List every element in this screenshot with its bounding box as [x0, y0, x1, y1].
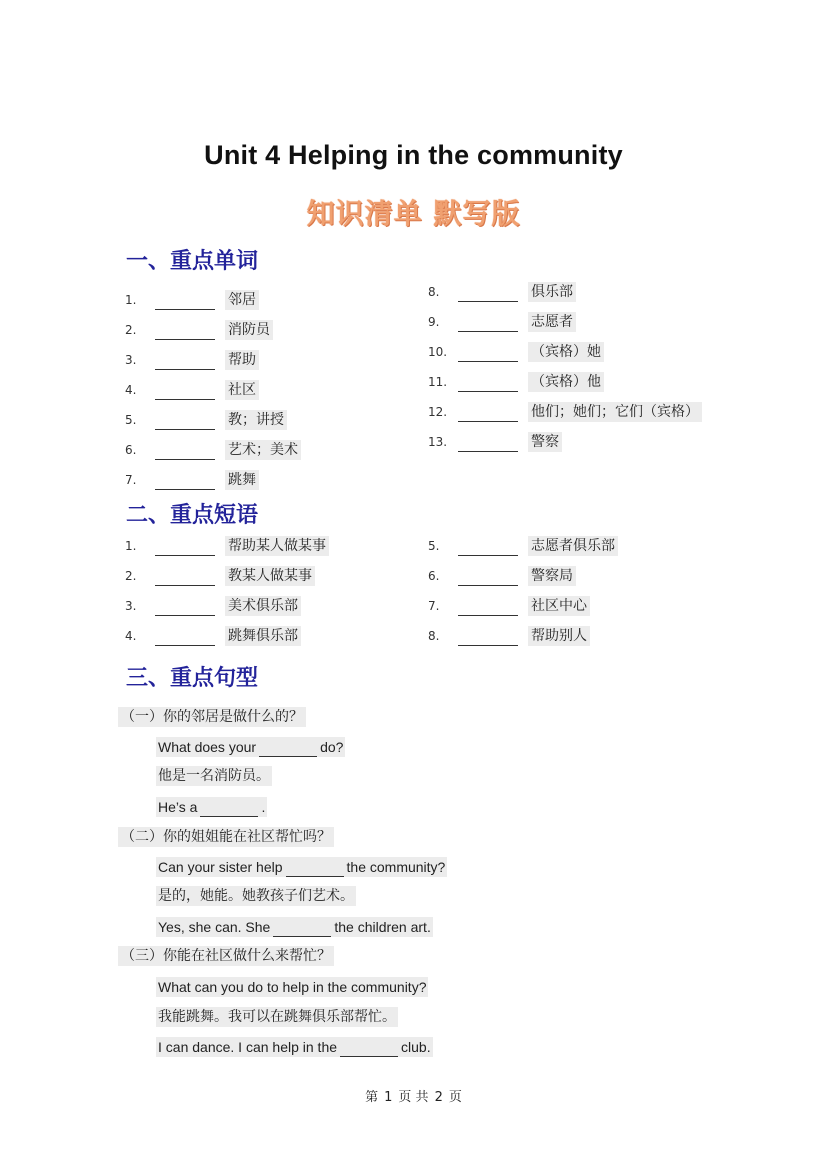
word-item — [428, 372, 604, 392]
answer-blank[interactable] — [458, 406, 518, 422]
item-number: 7. — [428, 599, 440, 613]
item-meaning: 俱乐部 — [528, 282, 576, 302]
item-meaning: 警察 — [528, 432, 562, 452]
answer-blank[interactable] — [200, 802, 258, 817]
item-number: 11. — [428, 375, 448, 389]
item-number: 6. — [428, 569, 440, 583]
sentence-text: I can dance. I can help in the — [158, 1039, 338, 1055]
document-title: Unit 4 Helping in the community — [204, 140, 623, 170]
item-number: 1. — [125, 293, 137, 307]
item-number: 1. — [125, 539, 137, 553]
item-number: 12. — [428, 405, 448, 419]
word-item — [125, 410, 287, 430]
item-meaning: （宾格）她 — [528, 342, 604, 362]
sentence-line: 是的，她能。她教孩子们艺术。 — [158, 888, 354, 904]
answer-blank[interactable] — [155, 444, 215, 460]
item-meaning: 美术俱乐部 — [225, 596, 301, 616]
sentence-line: What can you do to help in the community? — [158, 979, 427, 995]
item-number: 9. — [428, 315, 440, 329]
item-number: 4. — [125, 629, 137, 643]
answer-blank[interactable] — [458, 600, 518, 616]
item-number: 4. — [125, 383, 137, 397]
item-number: 10. — [428, 345, 448, 359]
phrase-item — [428, 596, 590, 616]
answer-blank[interactable] — [458, 570, 518, 586]
item-number: 3. — [125, 599, 137, 613]
answer-blank[interactable] — [458, 286, 518, 302]
item-number: 5. — [125, 413, 137, 427]
footer-suffix: 页 — [448, 1090, 462, 1105]
sentence-question-1: （一）你的邻居是做什么的？ — [118, 707, 306, 727]
answer-blank[interactable] — [155, 474, 215, 490]
item-number: 2. — [125, 569, 137, 583]
answer-blank[interactable] — [155, 630, 215, 646]
sentence-text: the community? — [346, 859, 446, 875]
answer-blank[interactable] — [458, 630, 518, 646]
current-page-number: 1 — [384, 1090, 393, 1105]
sentence-question-3: （三）你能在社区做什么来帮忙？ — [118, 946, 334, 966]
item-number: 8. — [428, 629, 440, 643]
answer-blank[interactable] — [155, 540, 215, 556]
item-meaning: 志愿者俱乐部 — [528, 536, 618, 556]
item-meaning: 帮助别人 — [528, 626, 590, 646]
total-page-number: 2 — [434, 1090, 443, 1105]
item-meaning: 社区 — [225, 380, 259, 400]
answer-blank[interactable] — [155, 600, 215, 616]
footer-prefix: 第 — [365, 1090, 379, 1105]
answer-blank[interactable] — [340, 1042, 398, 1057]
item-number: 2. — [125, 323, 137, 337]
word-item — [125, 440, 301, 460]
section-heading-words: 一、重点单词 — [126, 248, 259, 274]
sentence-question-2: （二）你的姐姐能在社区帮忙吗？ — [118, 827, 334, 847]
word-item — [428, 282, 576, 302]
sentence-line — [156, 857, 447, 877]
answer-blank[interactable] — [273, 922, 331, 937]
item-meaning: 帮助某人做某事 — [225, 536, 329, 556]
answer-blank[interactable] — [155, 570, 215, 586]
phrase-item — [125, 596, 301, 616]
item-number: 5. — [428, 539, 440, 553]
phrase-item — [125, 536, 329, 556]
footer-mid: 页 共 — [398, 1090, 429, 1105]
sentence-line — [156, 1037, 433, 1057]
item-meaning: 社区中心 — [528, 596, 590, 616]
answer-blank[interactable] — [155, 354, 215, 370]
answer-blank[interactable] — [155, 294, 215, 310]
sentence-text: do? — [320, 739, 344, 755]
answer-blank[interactable] — [458, 436, 518, 452]
word-item — [428, 342, 604, 362]
sentence-text: club. — [401, 1039, 431, 1055]
sentence-text: Can your sister help — [158, 859, 283, 875]
sentence-line — [156, 797, 267, 817]
answer-blank[interactable] — [259, 742, 317, 757]
document-subtitle: 知识清单 默写版 — [306, 197, 521, 230]
word-item — [428, 312, 576, 332]
word-item — [428, 432, 562, 452]
item-meaning: 教某人做某事 — [225, 566, 315, 586]
sentence-text: the children art. — [334, 919, 431, 935]
word-item — [125, 470, 259, 490]
sentence-text: He’s a — [158, 799, 198, 815]
phrase-item — [125, 626, 301, 646]
item-number: 13. — [428, 435, 448, 449]
answer-blank[interactable] — [155, 414, 215, 430]
sentence-line — [156, 737, 345, 757]
word-item — [125, 290, 259, 310]
item-meaning: 邻居 — [225, 290, 259, 310]
phrase-item — [428, 626, 590, 646]
sentence-text: . — [261, 799, 266, 815]
section-heading-sentences: 三、重点句型 — [126, 665, 259, 691]
phrase-item — [428, 536, 618, 556]
sentence-text: Yes, she can. She — [158, 919, 271, 935]
item-meaning: 消防员 — [225, 320, 273, 340]
item-meaning: 跳舞俱乐部 — [225, 626, 301, 646]
item-meaning: 教；讲授 — [225, 410, 287, 430]
item-number: 3. — [125, 353, 137, 367]
answer-blank[interactable] — [458, 540, 518, 556]
answer-blank[interactable] — [458, 376, 518, 392]
section-heading-phrases: 二、重点短语 — [126, 502, 259, 528]
word-item — [125, 320, 273, 340]
word-item — [428, 402, 702, 422]
phrase-item — [125, 566, 315, 586]
item-meaning: 艺术；美术 — [225, 440, 301, 460]
item-meaning: 警察局 — [528, 566, 576, 586]
item-number: 8. — [428, 285, 440, 299]
page-footer — [0, 1086, 827, 1105]
item-number: 7. — [125, 473, 137, 487]
answer-blank[interactable] — [286, 862, 344, 877]
item-meaning: （宾格）他 — [528, 372, 604, 392]
sentence-line — [156, 917, 433, 937]
answer-blank[interactable] — [155, 384, 215, 400]
word-item — [125, 380, 259, 400]
item-meaning: 跳舞 — [225, 470, 259, 490]
answer-blank[interactable] — [458, 316, 518, 332]
answer-blank[interactable] — [458, 346, 518, 362]
item-meaning: 帮助 — [225, 350, 259, 370]
answer-blank[interactable] — [155, 324, 215, 340]
sentence-line: 他是一名消防员。 — [158, 768, 270, 784]
phrase-item — [428, 566, 576, 586]
item-meaning: 他们；她们；它们（宾格） — [528, 402, 702, 422]
word-item — [125, 350, 259, 370]
item-meaning: 志愿者 — [528, 312, 576, 332]
item-number: 6. — [125, 443, 137, 457]
sentence-text: What does your — [158, 739, 257, 755]
sentence-line: 我能跳舞。我可以在跳舞俱乐部帮忙。 — [158, 1009, 396, 1025]
